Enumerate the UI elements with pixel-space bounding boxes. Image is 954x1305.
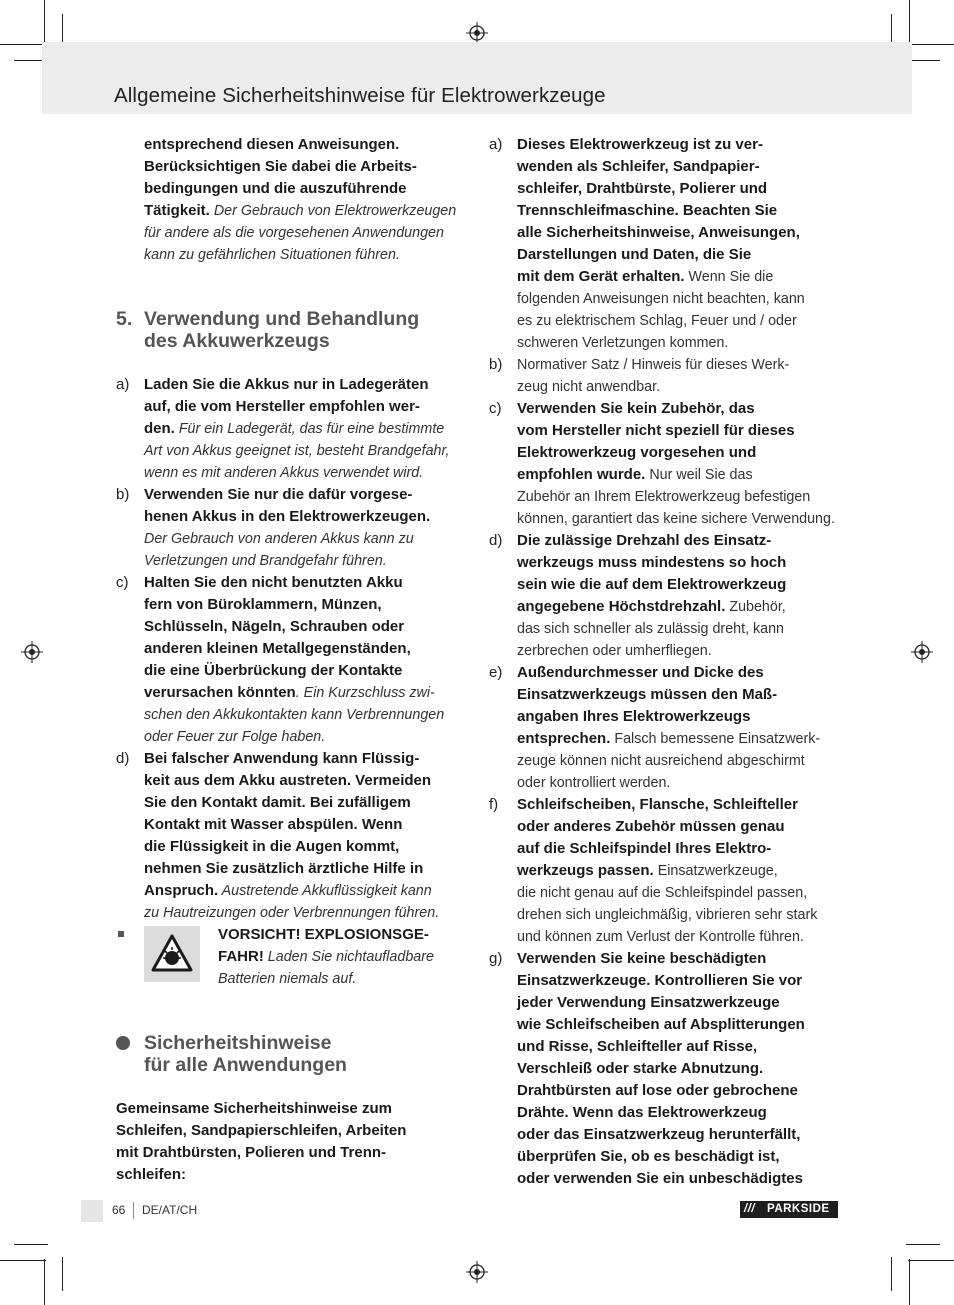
crop-mark [0,44,46,45]
plain-text: zeug nicht anwendbar. [517,379,661,395]
italic-text: Verletzungen und Brandgefahr führen. [144,553,387,569]
page-title: Allgemeine Sicherheitshinweise für Elektrowerkzeuge [114,84,606,107]
text-line [517,420,841,442]
bold-text: werkzeugs muss mindestens so hoch [517,554,787,571]
text-line: kann zu gefährlichen Situationen führen. [144,247,400,263]
text-line: entsprechend diesen Anweisungen. [144,136,400,153]
text-line: schleifen: [116,1166,187,1183]
text-line [144,462,468,484]
bold-text: entsprechen. [517,730,611,747]
brand-logo [740,1201,838,1218]
text-line [517,970,841,992]
crop-mark [909,1259,910,1305]
text-line [517,728,841,750]
italic-text: Austretende Akkuflüssigkeit kann [218,883,432,899]
plain-text: Einsatzwerkzeuge, [653,863,778,879]
bold-text: wenden als Schleifer, Sandpapier- [517,158,760,175]
bold-text: Schlüsseln, Nägeln, Schrauben oder [144,618,405,635]
bold-text: angegebene Höchstdrehzahl. [517,598,726,615]
crop-mark [908,44,954,45]
text-line [517,222,841,244]
right-item-list [489,134,841,1190]
text-line [517,552,841,574]
text-line: VORSICHT! EXPLOSIONSGE- [218,926,429,943]
plain-text: es zu elektrischem Schlag, Feuer und / oder [517,313,797,329]
list-item [116,374,468,484]
brand-slashes: /// [744,1203,756,1215]
bold-text: Dieses Elektrowerkzeug ist zu ver- [517,136,763,153]
text-line [144,880,468,902]
text-line [144,836,468,858]
plain-text: die nicht genau auf die Schleifspindel passen, [517,885,808,901]
bold-text: den. [144,420,175,437]
item-label: b) [489,356,503,373]
text-line [144,814,468,836]
list-item [489,662,841,794]
bold-text: und Risse, Schleifteller auf Risse, [517,1038,758,1055]
left-column [116,134,468,1186]
text-line [517,1124,841,1146]
text-line [144,616,468,638]
text-line [517,1014,841,1036]
text-line [517,156,841,178]
bold-text: Halten Sie den nicht benutzten Akku [144,574,403,591]
text-line [517,860,841,882]
text-line [517,948,841,970]
bold-text: verursachen könnten [144,684,296,701]
section-heading [116,308,468,352]
bold-text: auf die Schleifspindel Ihres Elektro- [517,840,772,857]
list-item [489,794,841,948]
text-line [144,506,468,528]
bold-text: FAHR! [218,948,264,965]
text-line [517,398,841,420]
text-line [144,396,468,418]
text-line [218,946,468,968]
text-line [144,440,468,462]
plain-text: können, garantiert das keine sichere Verwendung. [517,511,835,527]
crop-mark [908,1260,954,1261]
bold-text: Elektrowerkzeug vorgesehen und [517,444,757,461]
crop-mark [14,1244,48,1245]
italic-text: wenn es mit anderen Akkus verwendet wird. [144,465,424,481]
footer-divider [133,1202,134,1219]
bold-text: Verwenden Sie kein Zubehör, das [517,400,755,417]
bold-text: alle Sicherheitshinweise, Anweisungen, [517,224,800,241]
italic-text: Für ein Ladegerät, das für eine bestimmte [174,421,445,437]
bold-text: fern von Büroklammern, Münzen, [144,596,382,613]
text-line [517,1168,841,1190]
registration-mark-icon [466,22,488,44]
bold-text: Verschleiß oder starke Abnutzung. [517,1060,764,1077]
text-line [517,376,841,398]
list-item [489,948,841,1190]
text-line [517,640,841,662]
bold-text: keit aus dem Akku austreten. Vermeiden [144,772,432,789]
bold-text: Anspruch. [144,882,219,899]
bold-text: jeder Verwendung Einsatzwerkzeuge [517,994,780,1011]
explosion-warning-icon [144,926,200,982]
text-line [517,684,841,706]
bold-text: Kontakt mit Wasser abspülen. Wenn [144,816,403,833]
text-line [517,530,841,552]
item-label: e) [489,664,503,681]
list-item [489,398,841,530]
common-intro-paragraph [116,1098,468,1186]
text-line [144,594,468,616]
crop-mark [62,1257,63,1291]
text-line [144,200,468,222]
left-item-list [116,374,468,924]
plain-text: Falsch bemessene Einsatzwerk- [610,731,821,747]
bold-text: nehmen Sie zusätzlich ärztliche Hilfe in [144,860,424,877]
bold-text: oder verwenden Sie ein unbeschädigtes [517,1170,803,1187]
item-label: c) [116,574,129,591]
bold-text: mit dem Gerät erhalten. [517,268,685,285]
text-line [517,1080,841,1102]
list-item [116,572,468,748]
item-label: a) [489,136,503,153]
item-label: c) [489,400,502,417]
crop-mark [891,1257,892,1291]
text-line [517,1146,841,1168]
text-line [517,838,841,860]
brand-name: PARKSIDE [767,1203,830,1215]
item-label: b) [116,486,130,503]
plain-text: Nur weil Sie das [645,467,753,483]
bold-text: überprüfen Sie, ob es beschädigt ist, [517,1148,780,1165]
plain-text: Normativer Satz / Hinweis für dieses Werk- [517,357,790,373]
italic-text: zu Hautreizungen oder Verbrennungen führen. [144,905,440,921]
text-line [144,572,468,594]
bold-text: Trennschleifmaschine. Beachten Sie [517,202,778,219]
bold-text: Sie den Kontakt damit. Bei zufälligem [144,794,411,811]
plain-text: Wenn Sie die [684,269,774,285]
text-line: für andere als die vorgesehenen Anwendungen [144,225,444,241]
text-line [144,682,468,704]
bold-text: auf, die vom Hersteller empfohlen wer- [144,398,420,415]
bold-text: angaben Ihres Elektrowerkzeugs [517,708,751,725]
page-number: 66 [112,1203,126,1217]
text-line [517,266,841,288]
section-title-line: für alle Anwendungen [144,1054,347,1076]
text-line [517,200,841,222]
right-column [489,134,841,1190]
text-line [144,726,468,748]
text-line [517,882,841,904]
bold-text: Einsatzwerkzeuge. Kontrollieren Sie vor [517,972,803,989]
bold-text: Tätigkeit. [144,202,210,219]
text-line [517,134,841,156]
italic-text: Laden Sie nichtaufladbare [263,949,434,965]
text-line [144,748,468,770]
bold-text: Laden Sie die Akkus nur in Ladegeräten [144,376,429,393]
text-line [517,332,841,354]
bold-text: Einsatzwerkzeugs müssen den Maß- [517,686,778,703]
plain-text: folgenden Anweisungen nicht beachten, kann [517,291,805,307]
crop-mark [44,1259,45,1305]
text-line [144,374,468,396]
text-line [517,596,841,618]
section-title-line: des Akkuwerkzeugs [144,330,330,352]
plain-text: Zubehör an Ihrem Elektrowerkzeug befestigen [517,489,811,505]
list-item [489,134,841,354]
text-line [144,902,468,924]
text-line [517,1102,841,1124]
item-label: d) [116,750,130,767]
plain-text: zeuge können nicht ausreichend abgeschirmt [517,753,805,769]
bold-text: wie Schleifscheiben auf Absplitterungen [517,1016,805,1033]
italic-text: Der Gebrauch von anderen Akkus kann zu [144,531,414,547]
bold-text: Drähte. Wenn das Elektrowerkzeug [517,1104,767,1121]
registration-mark-icon [21,641,43,663]
text-line [144,418,468,440]
text-line [517,772,841,794]
text-line [517,816,841,838]
list-item [116,484,468,572]
warning-item [116,924,468,990]
text-line [517,464,841,486]
plain-text: und können zum Verlust der Kontrolle führen. [517,929,804,945]
text-line [517,178,841,200]
plain-text: oder kontrolliert werden. [517,775,671,791]
text-line [517,706,841,728]
italic-text: schen den Akkukontakten kann Verbrennungen [144,707,445,723]
text-line [517,992,841,1014]
text-line: mit Drahtbürsten, Polieren und Trenn- [116,1144,387,1161]
text-line [144,550,468,572]
footer-tab [81,1200,103,1222]
text-line: Gemeinsame Sicherheitshinweise zum [116,1100,392,1117]
text-line [517,354,841,376]
round-bullet-icon [116,1036,130,1050]
section-title-line: Sicherheitshinweise [144,1032,332,1054]
list-item [489,530,841,662]
text-line [517,288,841,310]
text-line: Schleifen, Sandpapierschleifen, Arbeiten [116,1122,407,1139]
italic-text: Art von Akkus geeignet ist, besteht Brandgefahr, [144,443,450,459]
text-line: Berücksichtigen Sie dabei die Arbeits- [144,158,417,175]
bold-text: die eine Überbrückung der Kontakte [144,662,403,679]
text-line [517,926,841,948]
section-number: 5. [116,308,133,330]
bold-text: werkzeugs passen. [517,862,654,879]
bold-text: Darstellungen und Daten, die Sie [517,246,752,263]
registration-mark-icon [911,641,933,663]
bold-text: henen Akkus in den Elektrowerkzeugen. [144,508,431,525]
bold-text: Schleifscheiben, Flansche, Schleifteller [517,796,798,813]
list-item [116,748,468,924]
bold-text: oder anderes Zubehör müssen genau [517,818,785,835]
text-line [517,618,841,640]
text-line [517,244,841,266]
item-label: g) [489,950,503,967]
plain-text: zerbrechen oder umherfliegen. [517,643,712,659]
bold-text: oder das Einsatzwerkzeug herunterfällt, [517,1126,801,1143]
registration-mark-icon [466,1261,488,1283]
text-line: Batterien niemals auf. [218,971,357,987]
text-line [144,704,468,726]
plain-text: schweren Verletzungen kommen. [517,335,729,351]
text-line [144,770,468,792]
text-line [144,528,468,550]
bold-text: Die zulässige Drehzahl des Einsatz- [517,532,772,549]
bold-text: Verwenden Sie nur die dafür vorgese- [144,486,413,503]
text-line [517,486,841,508]
crop-mark [909,0,910,46]
bold-text: Außendurchmesser und Dicke des [517,664,764,681]
text-line [144,792,468,814]
bold-text: schleifer, Drahtbürste, Polierer und [517,180,768,197]
italic-text: . Ein Kurzschluss zwi- [295,685,435,701]
text-line [144,638,468,660]
intro-paragraph [116,134,468,266]
text-line: bedingungen und die auszuführende [144,180,407,197]
italic-text: oder Feuer zur Folge haben. [144,729,326,745]
bold-text: Bei falscher Anwendung kann Flüssig- [144,750,420,767]
text-line [144,858,468,880]
square-bullet-icon [118,931,124,937]
bold-text: Verwenden Sie keine beschädigten [517,950,767,967]
language-code: DE/AT/CH [142,1203,198,1217]
crop-mark [0,1260,46,1261]
bold-text: vom Hersteller nicht speziell für dieses [517,422,795,439]
plain-text: das sich schneller als zulässig dreht, kann [517,621,785,637]
bold-text: die Flüssigkeit in die Augen kommt, [144,838,400,855]
plain-text: Zubehör, [725,599,786,615]
text-line [517,1058,841,1080]
text-line [517,794,841,816]
text-line [517,904,841,926]
bold-text: Drahtbürsten auf lose oder gebrochene [517,1082,798,1099]
text-line [517,442,841,464]
item-label: d) [489,532,503,549]
text-line [517,662,841,684]
text-line [517,1036,841,1058]
crop-mark [44,0,45,46]
text-line [144,484,468,506]
text-line [517,508,841,530]
crop-mark [906,1244,940,1245]
bold-text: empfohlen wurde. [517,466,646,483]
text-line [517,574,841,596]
section-heading [116,1032,468,1076]
bold-text: sein wie die auf dem Elektrowerkzeug [517,576,787,593]
plain-text: drehen sich ungleichmäßig, vibrieren sehr stark [517,907,818,923]
section-title-line: Verwendung und Behandlung [144,308,420,330]
list-item [489,354,841,398]
italic-text: Der Gebrauch von Elektrowerkzeugen [209,203,457,219]
bold-text: anderen kleinen Metallgegenständen, [144,640,411,657]
item-label: a) [116,376,130,393]
item-label: f) [489,796,499,813]
text-line [144,660,468,682]
text-line [517,750,841,772]
text-line [517,310,841,332]
